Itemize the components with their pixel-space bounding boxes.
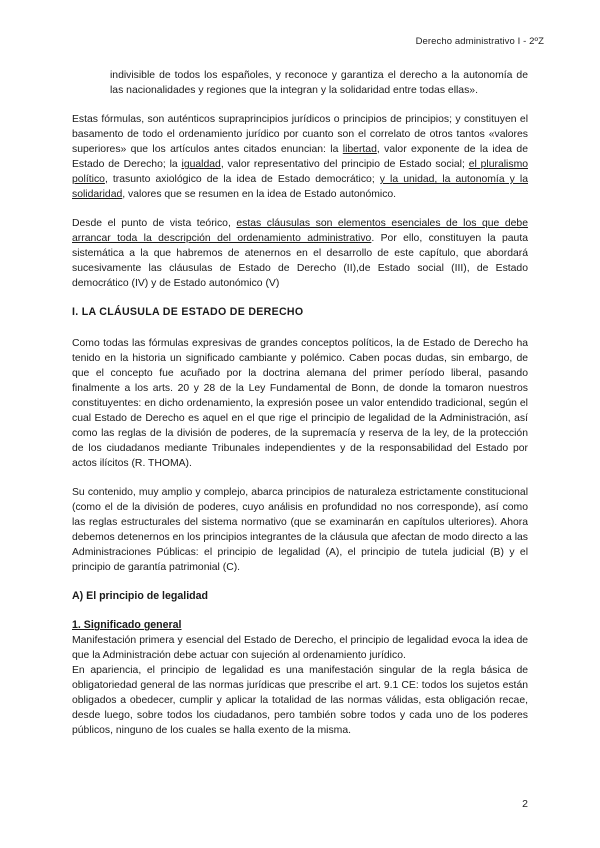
underlined-igualdad: igualdad [181,159,221,170]
page-number: 2 [522,798,528,810]
page-header: Derecho administrativo I - 2ºZ [415,36,544,47]
paragraph-supraprincipios [72,112,528,202]
paragraph-manifestacion: Manifestación primera y esencial del Estado de Derecho, el principio de legalidad evoca la idea de que la Administración debe actuar con sujeción al ordenamiento jurídico. [72,635,528,661]
document-body [72,68,528,752]
text-run: , valor exponente de la idea de Estado de Derecho; la [72,144,528,170]
text-run: , valores que se resumen en la idea de Estado autonómico. [122,189,397,200]
paragraph-punto-de-vista [72,216,528,291]
underlined-libertad: libertad [342,144,377,155]
subsection-heading: A) El principio de legalidad [72,590,208,602]
subsubsection-heading: 1. Significado general [72,619,182,631]
paragraph-formulas: Como todas las fórmulas expresivas de grandes conceptos políticos, la de Estado de Derecho ha tenido en la historia un significado cambiante y polémico. Caben pocas dudas, sin embargo, de que el concepto fue acuñado por la doctrina alemana del primer período liberal, pasando finalmente a los arts. 20 y 28 de la Ley Fundamental de Bonn, de donde la tomaron nuestros constituyentes: en dicho ordenamiento, la expresión posee un valor entendido tradicional, según el cual Estado de Derecho es aquel en el que rige el principio de legalidad de la Administración, así como las reglas de la división de poderes, de la supremacía y reserva de la ley, de la protección de los ciudadanos mediante Tribunales independientes y de la responsabilidad del Estado por actos ilícitos (R. THOMA). [72,338,528,469]
text-run: Estas fórmulas, son auténticos supraprincipios jurídicos o principios de principios; y constituyen el basamento de todo el ordenamiento jurídico por cuanto son el correlato de otros tantos «valores superiores» que los artículos antes citados enuncian: la [72,114,528,155]
text-run: Desde el punto de vista teórico, [72,218,237,229]
underlined-unidad: y la unidad, la autonomía y la solidaridad [72,174,528,200]
text-run: , trasunto axiológico de la idea de Estado democrático; [104,174,380,185]
paragraph-apariencia: En apariencia, el principio de legalidad es una manifestación singular de la regla básica de obligatoriedad general de las normas jurídicas que prescribe el art. 9.1 CE: todos los sujetos están obligados a obedecer, cumplir y aplicar la totalidad de las normas válidas, esta obligación recae, desde luego, sobre todos los ciudadanos, pero también sobre todos y cada uno de los poderes públicos, ninguno de los cuales se halla exento de la misma. [72,665,528,736]
paragraph-contenido: Su contenido, muy amplio y complejo, abarca principios de naturaleza estrictamente constitucional (como el de la división de poderes, cuyo análisis en profundidad no nos corresponde), así como las reglas estructurales del sistema normativo (que se examinarán en capítulos ulteriores). Ahora debemos detenernos en los principios integrantes de la cláusula que afectan de modo directo a las Administraciones Públicas: el principio de legalidad (A), el principio de tutela judicial (B) y el principio de garantía patrimonial (C). [72,487,528,573]
underlined-pluralismo: el pluralismo político [72,159,528,185]
section-heading: I. LA CLÁUSULA DE ESTADO DE DERECHO [72,306,304,318]
text-run: . Por ello, constituyen la pauta sistemática a la que habremos de atenernos en el desarrollo de este capítulo, que abordará sucesivamente las cláusulas de Estado de Derecho (II),de Estado social (III), de Estado democrático (IV) y de Estado autonómico (V) [72,233,529,289]
quote-paragraph: indivisible de todos los españoles, y reconoce y garantiza el derecho a la autonomía de las nacionalidades y regiones que la integran y la solidaridad entre todas ellas». [110,70,528,96]
underlined-clausulas: estas cláusulas son elementos esenciales de los que debe arrancar toda la descripción del ordenamiento administrativo [72,218,528,244]
text-run: , valor representativo del principio de Estado social; [220,159,469,170]
